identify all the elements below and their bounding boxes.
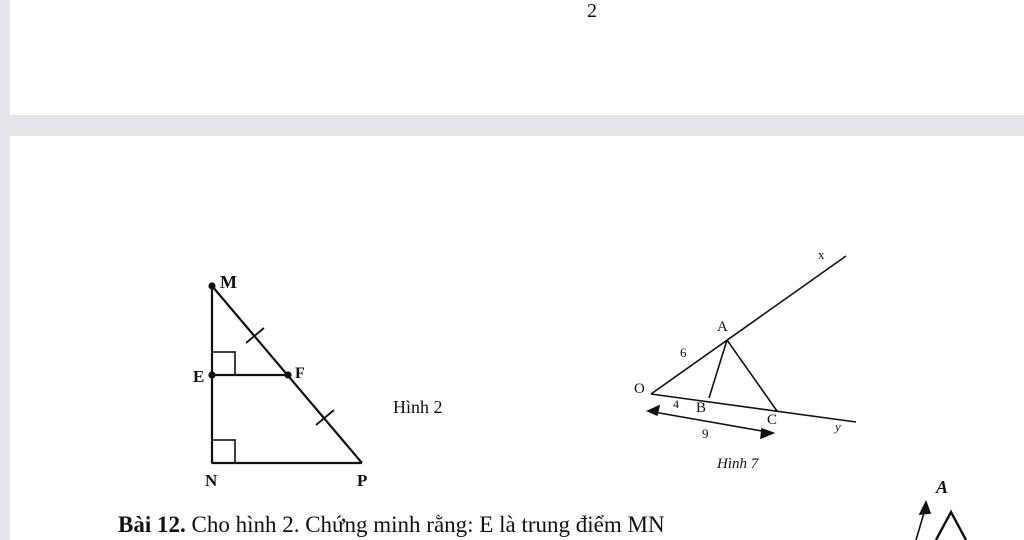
point-m xyxy=(210,284,215,289)
figure-2-caption: Hình 2 xyxy=(393,397,443,417)
label-c: C xyxy=(767,412,778,428)
label-a: A xyxy=(717,319,728,335)
right-angle-n xyxy=(212,440,235,463)
point-e xyxy=(210,373,215,378)
label-length-oa: 6 xyxy=(680,345,687,360)
label-f: F xyxy=(295,365,305,382)
figure-2 xyxy=(210,284,363,464)
arrowhead-right xyxy=(761,429,773,438)
label-n: N xyxy=(205,471,218,490)
label-x: x xyxy=(818,247,825,262)
arrowhead-left xyxy=(648,406,659,415)
label-b: B xyxy=(696,400,707,416)
label-e: E xyxy=(193,367,205,386)
page-number: 2 xyxy=(587,0,597,22)
label-o: O xyxy=(634,381,645,397)
exercise-12 xyxy=(118,512,665,538)
label-length-oc: 9 xyxy=(702,426,709,441)
label-length-ob: 4 xyxy=(673,397,679,411)
ray-ox xyxy=(651,256,846,394)
figure-7-caption: Hình 7 xyxy=(717,456,759,472)
cropped-arrowhead xyxy=(920,502,930,514)
cropped-figure xyxy=(916,502,966,540)
label-y: y xyxy=(835,419,841,434)
segment-ab xyxy=(709,340,727,398)
label-m: M xyxy=(220,272,237,292)
point-f xyxy=(286,373,291,378)
exercise-number: Bài 12. xyxy=(118,512,186,537)
label-p: P xyxy=(357,471,368,490)
measure-arrow-oc xyxy=(648,411,773,433)
segment-ac xyxy=(727,340,777,411)
cropped-label-a: A xyxy=(936,477,949,497)
exercise-text: Cho hình 2. Chứng minh rằng: E là trung điểm MN xyxy=(191,512,665,537)
cropped-triangle xyxy=(936,512,966,540)
right-angle-e xyxy=(212,352,235,375)
ray-oy xyxy=(651,394,856,422)
